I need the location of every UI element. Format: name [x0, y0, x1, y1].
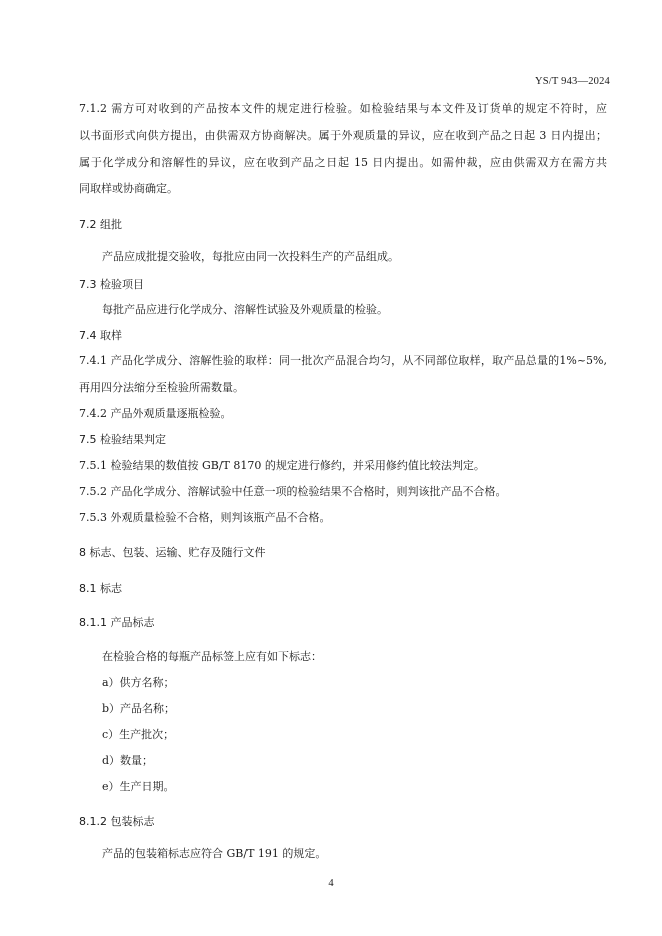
list-item: b）产品名称；	[102, 702, 176, 715]
section-heading-7-5: 7.5 检验结果判定	[79, 433, 166, 446]
section-heading-7-3: 7.3 检验项目	[79, 278, 144, 291]
list-item: c）生产批次；	[102, 728, 175, 741]
paragraph-8-1-1-intro: 在检验合格的每瓶产品标签上应有如下标志：	[102, 650, 322, 663]
list-item: d）数量；	[102, 754, 154, 767]
paragraph-7-3: 每批产品应进行化学成分、溶解性试验及外观质量的检验。	[102, 303, 388, 316]
paragraph-7-1-2-line-3: 属于化学成分和溶解性的异议，应在收到产品之日起 15 日内提出。如需仲裁，应由供需双方在需方共	[79, 156, 607, 169]
paragraph-7-5-3: 7.5.3 外观质量检验不合格，则判该瓶产品不合格。	[79, 511, 331, 524]
paragraph-7-1-2-line-4: 同取样或协商确定。	[79, 182, 178, 195]
paragraph-7-1-2-line-2: 以书面形式向供方提出，由供需双方协商解决。属于外观质量的异议，应在收到产品之日起 3 日内提出；	[79, 129, 607, 142]
list-item: e）生产日期。	[102, 780, 175, 793]
paragraph-7-5-1: 7.5.1 检验结果的数值按 GB/T 8170 的规定进行修约，并采用修约值比较法判定。	[79, 459, 485, 472]
section-heading-8-1-1: 8.1.1 产品标志	[79, 616, 155, 629]
paragraph-7-2: 产品应成批提交验收，每批应由同一次投料生产的产品组成。	[102, 250, 399, 263]
section-heading-7-4: 7.4 取样	[79, 329, 122, 342]
paragraph-7-1-2-line-1: 7.1.2 需方可对收到的产品按本文件的规定进行检验。如检验结果与本文件及订货单的规定不符时，应	[79, 102, 607, 115]
document-code-header: YS/T 943—2024	[534, 76, 610, 87]
section-heading-8-1-2: 8.1.2 包装标志	[79, 815, 155, 828]
paragraph-7-4-2: 7.4.2 产品外观质量逐瓶检验。	[79, 407, 232, 420]
section-heading-8-1: 8.1 标志	[79, 582, 122, 595]
page-number: 4	[328, 878, 334, 889]
paragraph-7-4-1-line-2: 再用四分法缩分至检验所需数量。	[79, 381, 244, 394]
list-item: a）供方名称；	[102, 676, 175, 689]
chapter-heading-8: 8 标志、包装、运输、贮存及随行文件	[79, 546, 266, 559]
section-heading-7-2: 7.2 组批	[79, 218, 122, 231]
paragraph-7-4-1-line-1: 7.4.1 产品化学成分、溶解性验的取样：同一批次产品混合均匀，从不同部位取样，取产品总量的1%~5%,	[79, 354, 607, 367]
paragraph-8-1-2: 产品的包装箱标志应符合 GB/T 191 的规定。	[102, 847, 327, 860]
paragraph-7-5-2: 7.5.2 产品化学成分、溶解试验中任意一项的检验结果不合格时，则判该批产品不合格。	[79, 485, 507, 498]
